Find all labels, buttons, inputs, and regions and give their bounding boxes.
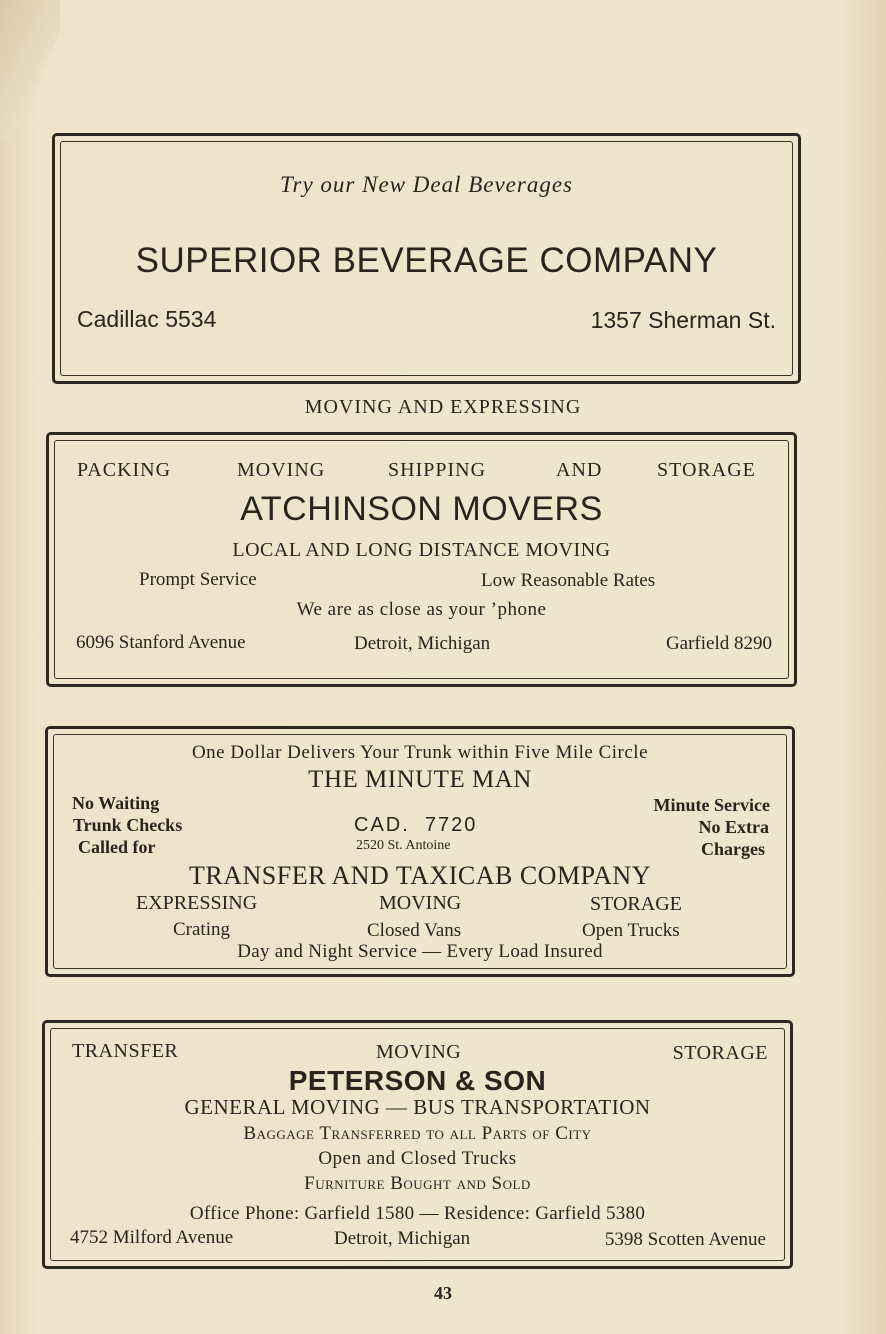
ad2-city: Detroit, Michigan bbox=[354, 633, 491, 654]
ad1-address: 1357 Sherman St. bbox=[590, 307, 776, 333]
ad3-left-no-waiting: No Waiting bbox=[72, 793, 160, 813]
ad3-service-expressing: EXPRESSING bbox=[136, 892, 258, 914]
page-fold bbox=[0, 0, 60, 140]
section-heading: MOVING AND EXPRESSING bbox=[304, 396, 582, 418]
ad-superior-beverage bbox=[52, 133, 801, 384]
ad4-city: Detroit, Michigan bbox=[334, 1228, 471, 1249]
ad3-company2: TRANSFER AND TAXICAB COMPANY bbox=[189, 861, 651, 890]
ad2-company-name: ATCHINSON MOVERS bbox=[240, 490, 603, 528]
ad3-sub-closed-vans: Closed Vans bbox=[367, 920, 462, 941]
ad2-service-moving: MOVING bbox=[237, 459, 326, 481]
ad4-address2: 5398 Scotten Avenue bbox=[604, 1229, 766, 1250]
ad-minute-man bbox=[45, 726, 795, 977]
ad2-feature-right: Low Reasonable Rates bbox=[481, 570, 656, 591]
ad3-sub-crating: Crating bbox=[173, 919, 230, 940]
ad-peterson-son bbox=[42, 1020, 793, 1269]
ad3-tagline: One Dollar Delivers Your Trunk within Five Mile Circle bbox=[191, 742, 649, 763]
ad4-subtitle: GENERAL MOVING — BUS TRANSPORTATION bbox=[184, 1095, 651, 1119]
ad2-feature-left: Prompt Service bbox=[139, 569, 257, 590]
ad4-service-storage: STORAGE bbox=[672, 1042, 768, 1064]
ad3-footer: Day and Night Service — Every Load Insured bbox=[237, 941, 603, 962]
ad2-phone: Garfield 8290 bbox=[665, 633, 772, 654]
ad3-address: 2520 St. Antoine bbox=[356, 838, 451, 853]
ad4-line3: Furniture Bought and Sold bbox=[304, 1173, 531, 1194]
ad1-phone: Cadillac 5534 bbox=[77, 306, 217, 332]
ad2-service-and: AND bbox=[556, 459, 603, 481]
ad4-phones: Office Phone: Garfield 1580 — Residence: Garfield 5380 bbox=[189, 1203, 646, 1224]
ad3-right-charges: Charges bbox=[701, 839, 765, 859]
ad4-address1: 4752 Milford Avenue bbox=[70, 1227, 234, 1248]
ad2-address: 6096 Stanford Avenue bbox=[76, 632, 246, 653]
ad1-company-name: SUPERIOR BEVERAGE COMPANY bbox=[135, 241, 718, 280]
ad4-service-transfer: TRANSFER bbox=[72, 1040, 179, 1062]
ad3-left-called-for: Called for bbox=[78, 837, 156, 857]
ad3-company-name: THE MINUTE MAN bbox=[308, 766, 532, 793]
ad3-service-moving: MOVING bbox=[379, 892, 462, 914]
ad3-right-minute-service: Minute Service bbox=[653, 795, 770, 815]
ad3-phone: CAD. 7720 bbox=[354, 814, 478, 836]
ad4-company-name: PETERSON & SON bbox=[288, 1065, 547, 1096]
ad2-slogan: We are as close as your ’phone bbox=[296, 599, 547, 620]
ad2-service-packing: PACKING bbox=[77, 459, 172, 481]
ad1-tagline: Try our New Deal Beverages bbox=[279, 172, 573, 197]
ad2-subtitle: LOCAL AND LONG DISTANCE MOVING bbox=[232, 539, 611, 561]
ad4-service-moving: MOVING bbox=[376, 1041, 462, 1063]
ad2-service-shipping: SHIPPING bbox=[388, 459, 487, 481]
ad3-service-storage: STORAGE bbox=[590, 893, 682, 915]
ad2-service-storage: STORAGE bbox=[657, 459, 756, 481]
page-number: 43 bbox=[434, 1283, 452, 1303]
ad4-line2: Open and Closed Trucks bbox=[318, 1148, 517, 1169]
ad3-right-no-extra: No Extra bbox=[698, 817, 769, 837]
ad3-left-trunk-checks: Trunk Checks bbox=[73, 815, 183, 835]
ad3-sub-open-trucks: Open Trucks bbox=[582, 920, 680, 941]
ad-atchinson-movers bbox=[46, 432, 797, 687]
ad4-line1: Baggage Transferred to all Parts of City bbox=[243, 1123, 592, 1144]
